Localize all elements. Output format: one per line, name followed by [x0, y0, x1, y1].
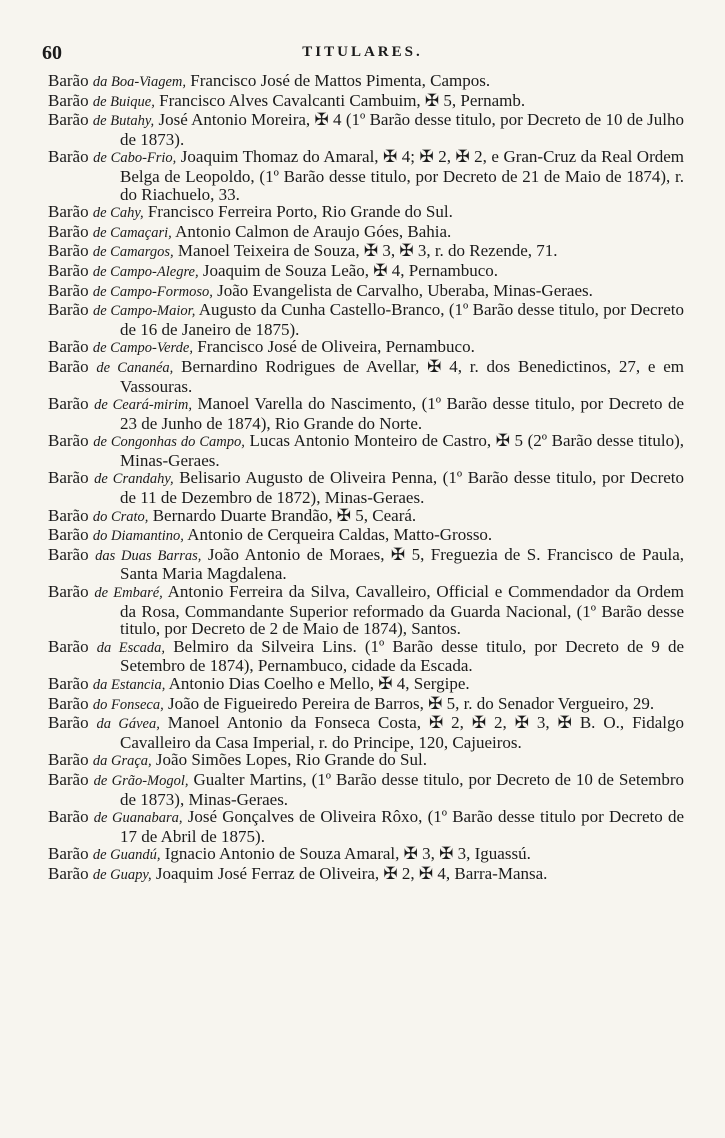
entry-title: de Cabo-Frio, — [93, 150, 177, 167]
page-header — [0, 38, 725, 68]
entry-title: de Guanabara, — [93, 810, 183, 827]
entry-title: da Gávea, — [96, 716, 160, 733]
entry-rank: Barão — [48, 505, 89, 525]
entry-body: Francisco José de Mattos Pimenta, Campos. — [190, 71, 491, 90]
list-item — [48, 395, 684, 432]
list-item — [48, 358, 684, 395]
entry-title: de Guapy, — [92, 866, 152, 883]
entry-rank: Barão — [48, 241, 89, 261]
entry-rank: Barão — [48, 844, 89, 864]
entry-body: João Simões Lopes, Rio Grande do Sul. — [155, 750, 427, 770]
list-item — [48, 301, 684, 338]
entry-rank: Barão — [48, 468, 89, 488]
entry-body: Francisco Ferreira Porto, Rio Grande do Sul. — [147, 202, 453, 222]
entry-rank: Barão — [48, 525, 89, 545]
entry-rank: Barão — [48, 110, 89, 130]
entry-rank: Barão — [48, 147, 89, 167]
list-item — [48, 92, 684, 112]
entry-list — [48, 72, 684, 885]
entry-rank: Barão — [48, 300, 89, 320]
entry-body: Joaquim de Souza Leão, ✠ 4, Pernambuco. — [202, 260, 499, 280]
entry-title: de Campo-Verde, — [92, 340, 193, 357]
page-number: 60 — [42, 42, 62, 64]
entry-title: de Camargos, — [92, 244, 174, 261]
entry-title: de Guandú, — [92, 847, 161, 864]
list-item — [48, 148, 684, 203]
entry-title: de Buique, — [92, 93, 155, 110]
entry-body: Antonio Calmon de Araujo Góes, Bahia. — [175, 221, 452, 241]
entry-body: Bernardino Rodrigues de Avellar, ✠ 4, r. dos Benedictinos, 27, e em Vassouras. — [120, 356, 685, 396]
list-item — [48, 638, 684, 675]
list-item — [48, 865, 684, 885]
entry-body: Francisco Alves Cavalcanti Cambuim, ✠ 5, Pernamb. — [159, 90, 526, 110]
list-item — [48, 262, 684, 282]
entry-body: Ignacio Antonio de Souza Amaral, ✠ 3, ✠ 3, Iguassú. — [164, 844, 531, 864]
entry-body: João de Figueiredo Pereira de Barros, ✠ 5, r. do Senador Vergueiro, 29. — [167, 693, 655, 713]
entry-rank: Barão — [48, 260, 89, 280]
entry-title: de Campo-Maior, — [92, 303, 196, 320]
entry-rank: Barão — [48, 544, 89, 564]
entry-title: de Cahy, — [92, 205, 144, 222]
entry-rank: Barão — [48, 90, 89, 110]
list-item — [48, 526, 684, 546]
list-item — [48, 338, 684, 358]
list-item — [48, 242, 684, 262]
entry-body: Joaquim Thomaz do Amaral, ✠ 4; ✠ 2, ✠ 2, e Gran-Cruz da Real Ordem Belga de Leopoldo, (1º Barão desse titulo, por Decreto de 21 de Maio de 1874), r. do Riachuelo, 33. — [120, 147, 685, 204]
entry-body: José Antonio Moreira, ✠ 4 (1º Barão desse titulo, por Decreto de 10 de Julho de 1873). — [120, 110, 685, 149]
entry-title: do Crato, — [92, 508, 149, 525]
entry-rank: Barão — [48, 337, 89, 357]
entry-body: Lucas Antonio Monteiro de Castro, ✠ 5 (2º Barão desse titulo), Minas-Geraes. — [120, 431, 685, 470]
entry-rank: Barão — [48, 807, 89, 827]
list-item — [48, 675, 684, 695]
entry-rank: Barão — [48, 221, 89, 241]
entry-rank: Barão — [48, 202, 89, 222]
entry-title: de Campo-Formoso, — [92, 283, 213, 300]
list-item — [48, 714, 684, 751]
entry-body: Antonio de Cerqueira Caldas, Matto-Grosso. — [187, 525, 493, 545]
list-item — [48, 203, 684, 223]
entry-title: de Congonhas do Campo, — [93, 434, 245, 451]
entry-body: Belmiro da Silveira Lins. (1º Barão desse titulo, por Decreto de 9 de Setembro de 1874), Pernambuco, cidade da Escada. — [120, 636, 684, 676]
list-item — [48, 469, 684, 506]
entry-rank: Barão — [48, 674, 89, 693]
entry-title: de Grão-Mogol, — [93, 772, 189, 789]
entry-body: Francisco José de Oliveira, Pernambuco. — [197, 337, 475, 357]
entry-rank: Barão — [48, 356, 89, 376]
entry-rank: Barão — [48, 693, 89, 713]
entry-rank: Barão — [48, 863, 89, 883]
list-item — [48, 771, 684, 808]
entry-rank: Barão — [48, 71, 89, 90]
entry-body: Augusto da Cunha Castello-Branco, (1º Barão desse titulo, por Decreto de 16 de Janeiro de 1875). — [120, 300, 684, 339]
entry-body: Joaquim José Ferraz de Oliveira, ✠ 2, ✠ 4, Barra-Mansa. — [155, 863, 548, 883]
list-item — [48, 845, 684, 865]
list-item — [48, 282, 684, 302]
entry-title: de Ceará-mirim, — [94, 397, 192, 414]
entry-rank: Barão — [48, 769, 89, 789]
list-item — [48, 507, 684, 527]
entry-title: de Crandahy, — [94, 471, 174, 488]
entry-title: da Estancia, — [92, 677, 166, 693]
entry-title: de Campo-Alegre, — [92, 263, 199, 280]
entry-rank: Barão — [48, 431, 89, 451]
list-item — [48, 111, 684, 148]
entry-title: das Duas Barras, — [95, 547, 202, 564]
entry-rank: Barão — [48, 636, 89, 656]
list-item — [48, 808, 684, 845]
list-item — [48, 751, 684, 771]
entry-rank: Barão — [48, 582, 89, 602]
entry-body: Bernardo Duarte Brandão, ✠ 5, Ceará. — [152, 505, 417, 525]
entry-title: de Camaçari, — [92, 224, 172, 241]
entry-body: Manoel Teixeira de Souza, ✠ 3, ✠ 3, r. do Rezende, 71. — [177, 241, 558, 261]
entry-body: Gualter Martins, (1º Barão desse titulo, por Decreto de 10 de Setembro de 1873), Minas-Geraes. — [120, 769, 685, 809]
entry-title: de Butahy, — [92, 113, 155, 130]
entry-body: Manoel Varella do Nascimento, (1º Barão desse titulo, por Decreto de 23 de Junho de 1874), Rio Grande do Norte. — [120, 394, 684, 433]
entry-body: Antonio Dias Coelho e Mello, ✠ 4, Sergipe. — [168, 674, 470, 693]
entry-body: Antonio Ferreira da Silva, Cavalleiro, Official e Commendador da Ordem da Rosa, Commandante Superior reformado da Guarda Nacional, (1º Barão desse titulo, por Decreto de 2 de Maio de 1874), Santos. — [120, 582, 684, 639]
entry-body: Belisario Augusto de Oliveira Penna, (1º Barão desse titulo, por Decreto de 11 de Dezembro de 1872), Minas-Geraes. — [120, 468, 685, 508]
entry-body: João Evangelista de Carvalho, Uberaba, Minas-Geraes. — [217, 280, 593, 300]
entry-title: do Diamantino, — [92, 528, 184, 545]
entry-body: Manoel Antonio da Fonseca Costa, ✠ 2, ✠ 2, ✠ 3, ✠ B. O., Fidalgo Cavalleiro da Casa Imperial, r. do Principe, 120, Cajueiros. — [120, 713, 685, 752]
entry-rank: Barão — [48, 713, 89, 733]
list-item — [48, 695, 684, 715]
entry-rank: Barão — [48, 280, 89, 300]
entry-rank: Barão — [48, 750, 89, 770]
entry-body: João Antonio de Moraes, ✠ 5, Freguezia de S. Francisco de Paula, Santa Maria Magdalena. — [120, 544, 685, 584]
entry-title: da Escada, — [96, 639, 166, 656]
running-title: TITULARES. — [302, 44, 423, 60]
entry-rank: Barão — [48, 394, 89, 414]
list-item — [48, 223, 684, 243]
entry-title: da Graça, — [92, 753, 152, 770]
entry-body: José Gonçalves de Oliveira Rôxo, (1º Barão desse titulo por Decreto de 17 de Abril de 1875). — [120, 807, 685, 846]
entry-title: da Boa-Viagem, — [92, 74, 186, 90]
entry-title: de Embaré, — [94, 585, 163, 602]
entry-title: do Fonseca, — [92, 696, 164, 713]
list-item — [48, 72, 684, 92]
list-item — [48, 583, 684, 638]
list-item — [48, 546, 684, 583]
entry-title: de Cananéa, — [96, 359, 174, 376]
list-item — [48, 432, 684, 469]
